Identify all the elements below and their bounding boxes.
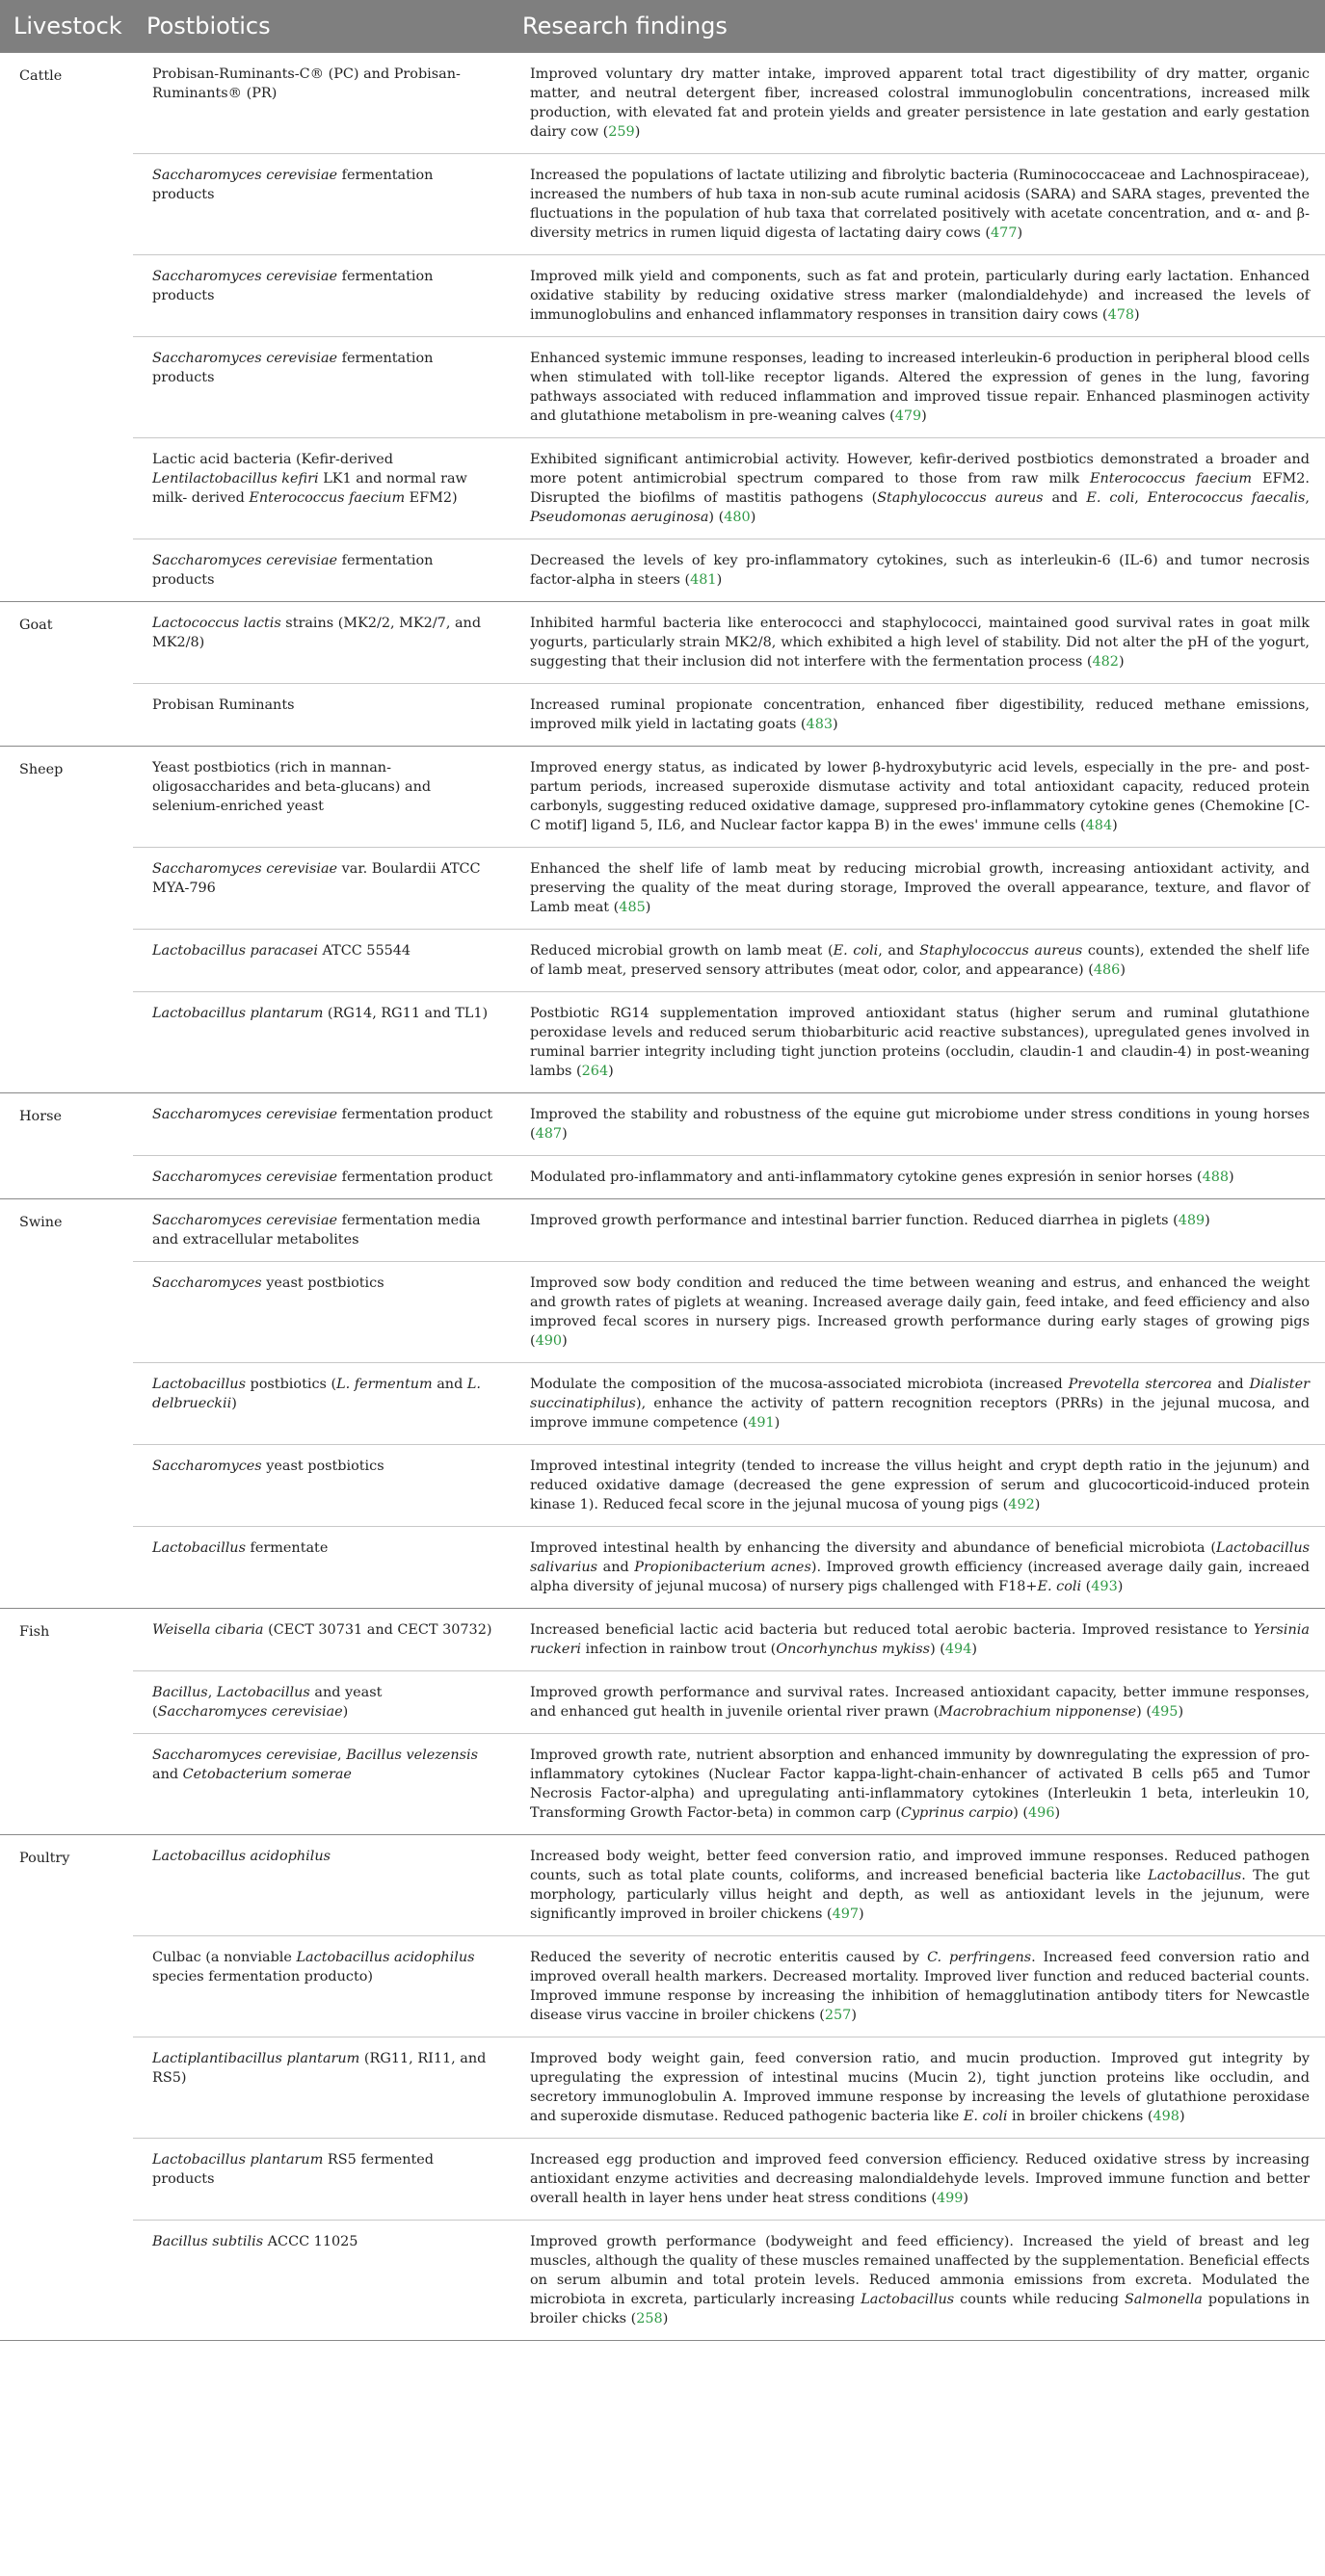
finding-text: Modulated pro-inflammatory and anti-inflammatory cytokine genes expresión in senior horses bbox=[530, 1170, 1193, 1185]
finding-cell: Decreased the levels of key pro-inflammatory cytokines, such as interleukin-6 (IL-6) and tumor necrosis factor-alpha in steers (481) bbox=[509, 539, 1325, 602]
citation-link[interactable]: 479 bbox=[894, 408, 922, 424]
table-row bbox=[0, 1445, 1325, 1527]
finding-text: Improved intestinal health by enhancing the diversity and abundance of beneficial microbiota (Lactobacillus salivarius and Propionibacterium acnes). Improved growth efficiency (increased average daily gain, increaed alpha diversity of jejunal mucosa) of nursery pigs challenged with F18+E. coli bbox=[530, 1540, 1310, 1594]
finding-text: Improved intestinal integrity (tended to increase the villus height and crypt depth ratio in the jejunum) and reduced oxidative damage (decreased the gene expression of serum and glucocorticoid-induced protein kinase 1). Reduced fecal score in the jejunal mucosa of young pigs bbox=[530, 1459, 1310, 1512]
postbiotic-cell bbox=[133, 1609, 509, 1671]
citation-link[interactable]: 499 bbox=[936, 2191, 964, 2206]
finding-cell: Modulated pro-inflammatory and anti-inflammatory cytokine genes expresión in senior horses (488) bbox=[509, 1156, 1325, 1199]
table-row bbox=[0, 1835, 1325, 1936]
table-row bbox=[0, 2037, 1325, 2139]
finding-text: Enhanced systemic immune responses, leading to increased interleukin-6 production in peripheral blood cells when stimulated with toll-like receptor ligands. Altered the expression of genes in the lung, favoring pathways associated with reduced inflammation and improved tissue repair. Enhanced plasminogen activity and glutathione metabolism in pre-weaning calves bbox=[530, 351, 1310, 424]
postbiotic-text: Lactobacillus fermentate bbox=[152, 1540, 329, 1556]
table-row bbox=[0, 1609, 1325, 1671]
finding-cell: Enhanced the shelf life of lamb meat by reducing microbial growth, increasing antioxidant activity, and preserving the quality of the meat during storage, Improved the overall appearance, texture, and flavor of Lamb meat (485) bbox=[509, 848, 1325, 930]
postbiotic-cell bbox=[133, 1445, 509, 1527]
citation-link[interactable]: 487 bbox=[535, 1126, 563, 1142]
postbiotic-text: Saccharomyces cerevisiae var. Boulardii ATCC MYA-796 bbox=[152, 861, 481, 896]
postbiotic-text: Lactobacillus acidophilus bbox=[152, 1849, 331, 1864]
finding-cell: Increased egg production and improved feed conversion efficiency. Reduced oxidative stress by increasing antioxidant enzyme activities and decreasing malondialdehyde levels. Improved immune function and better overall health in layer hens under heat stress conditions (499) bbox=[509, 2139, 1325, 2221]
finding-text: Improved energy status, as indicated by lower β-hydroxybutyric acid levels, especially in the pre- and post-partum periods, increased superoxide dismutase activity and total antioxidant capacity, reduced protein carbonyls, suggesting reduced oxidative damage, suppresed pro-inflammatory cytokine genes (Chemokine [C-C motif] ligand 5, IL6, and Nuclear factor kappa B) in the ewes' immune cells bbox=[530, 760, 1310, 833]
finding-cell: Reduced the severity of necrotic enteritis caused by C. perfringens. Increased feed conversion ratio and improved overall health markers. Decreased mortality. Improved liver function and reduced bacterial counts. Improved immune response by increasing the inhibition of hemagglutination antibody titers for Newcastle disease virus vaccine in broiler chickens (257) bbox=[509, 1936, 1325, 2037]
livestock-cell bbox=[0, 1445, 133, 1527]
postbiotic-text: Lactobacillus postbiotics (L. fermentum and L. delbrueckii) bbox=[152, 1377, 482, 1411]
postbiotic-cell bbox=[133, 747, 509, 848]
finding-text: Increased ruminal propionate concentration, enhanced fiber digestibility, reduced methane emissions, improved milk yield in lactating goats bbox=[530, 697, 1310, 732]
table-row bbox=[0, 53, 1325, 154]
finding-text: Increased egg production and improved feed conversion efficiency. Reduced oxidative stress by increasing antioxidant enzyme activities and decreasing malondialdehyde levels. Improved immune function and better overall health in layer hens under heat stress conditions bbox=[530, 2152, 1310, 2206]
finding-text: Increased body weight, better feed conversion ratio, and improved immune responses. Reduced pathogen counts, such as total plate counts, coliforms, and increased beneficial bacteria like Lactobacillus. The gut morphology, particularly villus height and depth, as well as antioxidant levels in the jejunum, were significantly improved in broiler chickens bbox=[530, 1849, 1310, 1922]
finding-cell: Improved milk yield and components, such as fat and protein, particularly during early lactation. Enhanced oxidative stability by reducing oxidative stress marker (malondialdehyde) and increased the levels of immunoglobulins and enhanced inflammatory responses in transition dairy cows (478) bbox=[509, 255, 1325, 337]
citation-link[interactable]: 493 bbox=[1091, 1579, 1118, 1594]
postbiotic-text: Bacillus, Lactobacillus and yeast (Saccharomyces cerevisiae) bbox=[152, 1685, 383, 1720]
postbiotic-cell bbox=[133, 1156, 509, 1199]
finding-cell: Improved the stability and robustness of the equine gut microbiome under stress conditions in young horses (487) bbox=[509, 1093, 1325, 1156]
postbiotic-cell bbox=[133, 930, 509, 992]
postbiotic-text: Saccharomyces yeast postbiotics bbox=[152, 1275, 384, 1291]
livestock-cell: Horse bbox=[0, 1093, 133, 1156]
citation-link[interactable]: 480 bbox=[724, 510, 751, 525]
finding-cell: Improved sow body condition and reduced the time between weaning and estrus, and enhanced the weight and growth rates of piglets at weaning. Increased average daily gain, feed intake, and feed efficiency and also improved fecal scores in nursery pigs. Increased growth performance during early stages of growing pigs (490) bbox=[509, 1262, 1325, 1363]
postbiotic-text: Yeast postbiotics (rich in mannan-oligosaccharides and beta-glucans) and selenium-enriched yeast bbox=[152, 760, 432, 814]
postbiotic-cell bbox=[133, 684, 509, 747]
livestock-cell bbox=[0, 438, 133, 539]
postbiotic-cell bbox=[133, 1527, 509, 1609]
postbiotic-text: Saccharomyces cerevisiae fermentation products bbox=[152, 269, 434, 303]
table-row bbox=[0, 1936, 1325, 2037]
header-research-findings: Research findings bbox=[509, 0, 1325, 53]
postbiotic-cell bbox=[133, 438, 509, 539]
livestock-cell: Poultry bbox=[0, 1835, 133, 1936]
livestock-cell bbox=[0, 1936, 133, 2037]
finding-text: Improved growth performance (bodyweight and feed efficiency). Increased the yield of breast and leg muscles, although the quality of these muscles remained unaffected by the supplementation. Beneficial effects on serum albumin and total protein levels. Reduced ammonia emissions from excreta. Modulated the microbiota in excreta, particularly increasing Lactobacillus counts while reducing Salmonella populations in broiler chicks bbox=[530, 2234, 1311, 2326]
postbiotic-cell bbox=[133, 337, 509, 438]
postbiotic-cell bbox=[133, 1734, 509, 1835]
finding-cell: Postbiotic RG14 supplementation improved antioxidant status (higher serum and ruminal glutathione peroxidase levels and reduced serum thiobarbituric acid reactive substances), upregulated genes involved in ruminal barrier integrity including tight junction proteins (occludin, claudin-1 and claudin-4) in post-weaning lambs (264) bbox=[509, 992, 1325, 1093]
citation-link[interactable]: 482 bbox=[1092, 654, 1119, 670]
table-row bbox=[0, 1156, 1325, 1199]
finding-text: Improved growth rate, nutrient absorption and enhanced immunity by downregulating the expression of pro-inflammatory cytokines (Nuclear Factor kappa-light-chain-enhancer of activated B cells p65 and Tumor Necrosis Factor-alpha) and upregulating anti-inflammatory cytokines (Interleukin 1 beta, interleukin 10, Transforming Growth Factor-beta) in common carp (Cyprinus carpio) bbox=[530, 1748, 1310, 1821]
citation-link[interactable]: 486 bbox=[1093, 962, 1121, 978]
finding-cell: Reduced microbial growth on lamb meat (E. coli, and Staphylococcus aureus counts), extended the shelf life of lamb meat, preserved sensory attributes (meat odor, color, and appearance) (486) bbox=[509, 930, 1325, 992]
finding-cell: Inhibited harmful bacteria like enterococci and staphylococci, maintained good survival rates in goat milk yogurts, particularly strain MK2/8, which exhibited a high level of stability. Did not alter the pH of the yogurt, suggesting that their inclusion did not interfere with the fermentation process (482) bbox=[509, 602, 1325, 684]
postbiotic-cell bbox=[133, 602, 509, 684]
livestock-cell: Cattle bbox=[0, 53, 133, 154]
finding-text: Improved body weight gain, feed conversion ratio, and mucin production. Improved gut integrity by upregulating the expression of intestinal mucins (Mucin 2), tight junction proteins like occludin, and secretory immunoglobulin A. Improved immune response by increasing the levels of glutathione peroxidase and superoxide dismutase. Reduced pathogenic bacteria like E. coli in broiler chickens bbox=[530, 2051, 1310, 2124]
finding-text: Improved the stability and robustness of the equine gut microbiome under stress conditions in young horses bbox=[530, 1107, 1310, 1122]
finding-text: Reduced microbial growth on lamb meat (E. coli, and Staphylococcus aureus counts), extended the shelf life of lamb meat, preserved sensory attributes (meat odor, color, and appearance) bbox=[530, 943, 1310, 978]
table-row bbox=[0, 154, 1325, 255]
finding-cell: Improved intestinal health by enhancing the diversity and abundance of beneficial microbiota (Lactobacillus salivarius and Propionibacterium acnes). Improved growth efficiency (increased average daily gain, increaed alpha diversity of jejunal mucosa) of nursery pigs challenged with F18+E. coli (493) bbox=[509, 1527, 1325, 1609]
postbiotic-text: Lactobacillus plantarum (RG14, RG11 and TL1) bbox=[152, 1006, 489, 1021]
livestock-cell bbox=[0, 1527, 133, 1609]
citation-link[interactable]: 495 bbox=[1151, 1704, 1179, 1720]
finding-text: Improved voluntary dry matter intake, improved apparent total tract digestibility of dry matter, organic matter, and neutral detergent fiber, increased colostral immunoglobulin concentrations, increased milk production, with elevated fat and protein yields and greater persistence in late gestation and early gestation dairy cow bbox=[530, 66, 1310, 140]
finding-cell: Enhanced systemic immune responses, leading to increased interleukin-6 production in peripheral blood cells when stimulated with toll-like receptor ligands. Altered the expression of genes in the lung, favoring pathways associated with reduced inflammation and improved tissue repair. Enhanced plasminogen activity and glutathione metabolism in pre-weaning calves (479) bbox=[509, 337, 1325, 438]
citation-link[interactable]: 484 bbox=[1085, 818, 1113, 833]
livestock-cell bbox=[0, 1734, 133, 1835]
finding-cell: Increased beneficial lactic acid bacteria but reduced total aerobic bacteria. Improved resistance to Yersinia ruckeri infection in rainbow trout (Oncorhynchus mykiss) (494) bbox=[509, 1609, 1325, 1671]
table-row bbox=[0, 1363, 1325, 1445]
postbiotic-cell bbox=[133, 848, 509, 930]
citation-link[interactable]: 497 bbox=[832, 1906, 860, 1922]
table-row bbox=[0, 2139, 1325, 2221]
table-row bbox=[0, 2221, 1325, 2341]
postbiotic-text: Probisan Ruminants bbox=[152, 697, 295, 713]
finding-text: Enhanced the shelf life of lamb meat by reducing microbial growth, increasing antioxidant activity, and preserving the quality of the meat during storage, Improved the overall appearance, texture, and flavor of Lamb meat bbox=[530, 861, 1310, 915]
finding-text: Improved milk yield and components, such as fat and protein, particularly during early lactation. Enhanced oxidative stability by reducing oxidative stress marker (malondialdehyde) and increased the levels of immunoglobulins and enhanced inflammatory responses in transition dairy cows bbox=[530, 269, 1310, 323]
finding-cell: Modulate the composition of the mucosa-associated microbiota (increased Prevotella stercorea and Dialister succinatiphilus), enhance the activity of pattern recognition receptors (PRRs) in the jejunal mucosa, and improve immune competence (491) bbox=[509, 1363, 1325, 1445]
livestock-cell bbox=[0, 539, 133, 602]
finding-cell: Increased the populations of lactate utilizing and fibrolytic bacteria (Ruminococcaceae and Lachnospiraceae), increased the numbers of hub taxa in non-sub acute ruminal acidosis (SARA) and SARA stages, prevented the fluctuations in the population of hub taxa that correlated positively with acetate concentration, and α- and β-diversity metrics in rumen liquid digesta of lactating dairy cows (477) bbox=[509, 154, 1325, 255]
postbiotic-text: Lactiplantibacillus plantarum (RG11, RI11, and RS5) bbox=[152, 2051, 487, 2086]
table-row bbox=[0, 747, 1325, 848]
finding-text: Exhibited significant antimicrobial activity. However, kefir-derived postbiotics demonstrated a broader and more potent antimicrobial spectrum compared to those from raw milk Enterococcus faecium EFM2. Disrupted the biofilms of mastitis pathogens (Staphylococcus aureus and E. coli, Enterococcus faecalis, Pseudomonas aeruginosa) bbox=[530, 452, 1311, 525]
finding-cell: Improved energy status, as indicated by lower β-hydroxybutyric acid levels, especially in the pre- and post-partum periods, increased superoxide dismutase activity and total antioxidant capacity, reduced protein carbonyls, suggesting reduced oxidative damage, suppresed pro-inflammatory cytokine genes (Chemokine [C-C motif] ligand 5, IL6, and Nuclear factor kappa B) in the ewes' immune cells (484) bbox=[509, 747, 1325, 848]
postbiotic-text: Saccharomyces cerevisiae fermentation product bbox=[152, 1107, 493, 1122]
postbiotic-cell bbox=[133, 1262, 509, 1363]
postbiotic-text: Weisella cibaria (CECT 30731 and CECT 30732) bbox=[152, 1622, 492, 1638]
livestock-cell: Fish bbox=[0, 1609, 133, 1671]
postbiotic-text: Lactobacillus plantarum RS5 fermented products bbox=[152, 2152, 435, 2187]
postbiotic-cell bbox=[133, 992, 509, 1093]
postbiotic-cell bbox=[133, 1936, 509, 2037]
finding-cell: Increased body weight, better feed conversion ratio, and improved immune responses. Reduced pathogen counts, such as total plate counts, coliforms, and increased beneficial bacteria like Lactobacillus. The gut morphology, particularly villus height and depth, as well as antioxidant levels in the jejunum, were significantly improved in broiler chickens (497) bbox=[509, 1835, 1325, 1936]
table-body bbox=[0, 53, 1325, 2341]
postbiotic-text: Lactic acid bacteria (Kefir-derived Lentilactobacillus kefiri LK1 and normal raw milk- derived Enterococcus faecium EFM2) bbox=[152, 452, 467, 506]
livestock-cell bbox=[0, 255, 133, 337]
postbiotic-text: Bacillus subtilis ACCC 11025 bbox=[152, 2234, 358, 2249]
header-postbiotics: Postbiotics bbox=[133, 0, 509, 53]
table-row bbox=[0, 438, 1325, 539]
citation-link[interactable]: 477 bbox=[991, 225, 1018, 241]
finding-text: Increased the populations of lactate utilizing and fibrolytic bacteria (Ruminococcaceae and Lachnospiraceae), increased the numbers of hub taxa in non-sub acute ruminal acidosis (SARA) and SARA stages, prevented the fluctuations in the population of hub taxa that correlated positively with acetate concentration, and α- and β-diversity metrics in rumen liquid digesta of lactating dairy cows bbox=[530, 168, 1310, 241]
finding-cell: Improved growth rate, nutrient absorption and enhanced immunity by downregulating the expression of pro-inflammatory cytokines (Nuclear Factor kappa-light-chain-enhancer of activated B cells p65 and Tumor Necrosis Factor-alpha) and upregulating anti-inflammatory cytokines (Interleukin 1 beta, interleukin 10, Transforming Growth Factor-beta) in common carp (Cyprinus carpio) (496) bbox=[509, 1734, 1325, 1835]
postbiotic-cell bbox=[133, 2139, 509, 2221]
finding-cell: Improved voluntary dry matter intake, improved apparent total tract digestibility of dry matter, organic matter, and neutral detergent fiber, increased colostral immunoglobulin concentrations, increased milk production, with elevated fat and protein yields and greater persistence in late gestation and early gestation dairy cow (259) bbox=[509, 53, 1325, 154]
livestock-cell bbox=[0, 2221, 133, 2341]
finding-text: Increased beneficial lactic acid bacteria but reduced total aerobic bacteria. Improved resistance to Yersinia ruckeri infection in rainbow trout (Oncorhynchus mykiss) bbox=[530, 1622, 1310, 1657]
table-row bbox=[0, 255, 1325, 337]
table-row bbox=[0, 992, 1325, 1093]
postbiotic-cell bbox=[133, 53, 509, 154]
table-row bbox=[0, 1262, 1325, 1363]
finding-text: Inhibited harmful bacteria like enterococci and staphylococci, maintained good survival rates in goat milk yogurts, particularly strain MK2/8, which exhibited a high level of stability. Did not alter the pH of the yogurt, suggesting that their inclusion did not interfere with the fermentation process bbox=[530, 616, 1310, 670]
finding-cell: Increased ruminal propionate concentration, enhanced fiber digestibility, reduced methane emissions, improved milk yield in lactating goats (483) bbox=[509, 684, 1325, 747]
postbiotic-text: Saccharomyces cerevisiae fermentation products bbox=[152, 351, 434, 385]
postbiotic-cell bbox=[133, 539, 509, 602]
livestock-cell bbox=[0, 992, 133, 1093]
table-header-row bbox=[0, 0, 1325, 53]
postbiotic-text: Saccharomyces cerevisiae fermentation media and extracellular metabolites bbox=[152, 1213, 481, 1248]
finding-text: Improved growth performance and intestinal barrier function. Reduced diarrhea in piglets bbox=[530, 1213, 1169, 1228]
postbiotic-text: Saccharomyces cerevisiae fermentation products bbox=[152, 168, 434, 202]
citation-link[interactable]: 494 bbox=[944, 1642, 972, 1657]
finding-text: Reduced the severity of necrotic enteritis caused by C. perfringens. Increased feed conversion ratio and improved overall health markers. Decreased mortality. Improved liver function and reduced bacterial counts. Improved immune response by increasing the inhibition of hemagglutination antibody titers for Newcastle disease virus vaccine in broiler chickens bbox=[530, 1950, 1310, 2023]
postbiotic-cell bbox=[133, 2221, 509, 2341]
postbiotic-text: Lactobacillus paracasei ATCC 55544 bbox=[152, 943, 411, 959]
livestock-cell bbox=[0, 1262, 133, 1363]
citation-link[interactable]: 264 bbox=[581, 1064, 609, 1079]
citation-link[interactable]: 489 bbox=[1178, 1213, 1206, 1228]
citation-link[interactable]: 490 bbox=[535, 1333, 563, 1349]
postbiotic-cell bbox=[133, 2037, 509, 2139]
table-row bbox=[0, 1671, 1325, 1734]
citation-link[interactable]: 258 bbox=[636, 2311, 663, 2326]
finding-cell: Improved growth performance and survival rates. Increased antioxidant capacity, better immune responses, and enhanced gut health in juvenile oriental river prawn (Macrobrachium nipponense) (495) bbox=[509, 1671, 1325, 1734]
citation-link[interactable]: 485 bbox=[619, 900, 646, 915]
livestock-cell: Sheep bbox=[0, 747, 133, 848]
citation-link[interactable]: 481 bbox=[690, 572, 717, 588]
citation-link[interactable]: 498 bbox=[1153, 2109, 1179, 2124]
citation-link[interactable]: 259 bbox=[608, 124, 635, 140]
livestock-cell bbox=[0, 2139, 133, 2221]
finding-cell: Improved growth performance (bodyweight and feed efficiency). Increased the yield of breast and leg muscles, although the quality of these muscles remained unaffected by the supplementation. Beneficial effects on serum albumin and total protein levels. Reduced ammonia emissions from excreta. Modulated the microbiota in excreta, particularly increasing Lactobacillus counts while reducing Salmonella populations in broiler chicks (258) bbox=[509, 2221, 1325, 2341]
postbiotic-text: Culbac (a nonviable Lactobacillus acidophilus species fermentation producto) bbox=[152, 1950, 475, 1985]
citation-link[interactable]: 257 bbox=[824, 2008, 852, 2023]
livestock-cell bbox=[0, 1363, 133, 1445]
postbiotic-text: Saccharomyces cerevisiae fermentation product bbox=[152, 1170, 493, 1185]
postbiotic-cell bbox=[133, 154, 509, 255]
postbiotic-cell bbox=[133, 1835, 509, 1936]
livestock-cell bbox=[0, 154, 133, 255]
livestock-cell: Swine bbox=[0, 1199, 133, 1262]
finding-text: Postbiotic RG14 supplementation improved antioxidant status (higher serum and ruminal glutathione peroxidase levels and reduced serum thiobarbituric acid reactive substances), upregulated genes involved in ruminal barrier integrity including tight junction proteins (occludin, claudin-1 and claudin-4) in post-weaning lambs bbox=[530, 1006, 1310, 1079]
table-row bbox=[0, 337, 1325, 438]
table-row bbox=[0, 684, 1325, 747]
livestock-cell bbox=[0, 684, 133, 747]
finding-cell: Improved body weight gain, feed conversion ratio, and mucin production. Improved gut integrity by upregulating the expression of intestinal mucins (Mucin 2), tight junction proteins like occludin, and secretory immunoglobulin A. Improved immune response by increasing the levels of glutathione peroxidase and superoxide dismutase. Reduced pathogenic bacteria like E. coli in broiler chickens (498) bbox=[509, 2037, 1325, 2139]
finding-text: Improved sow body condition and reduced the time between weaning and estrus, and enhanced the weight and growth rates of piglets at weaning. Increased average daily gain, feed intake, and feed efficiency and also improved fecal scores in nursery pigs. Increased growth performance during early stages of growing pigs bbox=[530, 1275, 1310, 1329]
citation-link[interactable]: 491 bbox=[748, 1415, 775, 1431]
finding-text: Decreased the levels of key pro-inflammatory cytokines, such as interleukin-6 (IL-6) and tumor necrosis factor-alpha in steers bbox=[530, 553, 1310, 588]
table-row bbox=[0, 1734, 1325, 1835]
livestock-cell bbox=[0, 1156, 133, 1199]
livestock-cell bbox=[0, 1671, 133, 1734]
livestock-cell bbox=[0, 848, 133, 930]
table-row bbox=[0, 602, 1325, 684]
livestock-cell: Goat bbox=[0, 602, 133, 684]
table-row bbox=[0, 539, 1325, 602]
postbiotic-text: Saccharomyces cerevisiae fermentation products bbox=[152, 553, 434, 588]
table-row bbox=[0, 930, 1325, 992]
citation-link[interactable]: 492 bbox=[1008, 1497, 1035, 1512]
postbiotic-text: Probisan-Ruminants-C® (PC) and Probisan-Ruminants® (PR) bbox=[152, 66, 461, 101]
livestock-cell bbox=[0, 930, 133, 992]
finding-text: Improved growth performance and survival rates. Increased antioxidant capacity, better immune responses, and enhanced gut health in juvenile oriental river prawn (Macrobrachium nipponense) bbox=[530, 1685, 1310, 1720]
postbiotic-cell bbox=[133, 1671, 509, 1734]
citation-link[interactable]: 478 bbox=[1107, 307, 1135, 323]
postbiotic-cell bbox=[133, 255, 509, 337]
livestock-cell bbox=[0, 337, 133, 438]
citation-link[interactable]: 496 bbox=[1028, 1805, 1055, 1821]
finding-cell: Improved growth performance and intestinal barrier function. Reduced diarrhea in piglets (489) bbox=[509, 1199, 1325, 1262]
postbiotic-text: Saccharomyces cerevisiae, Bacillus velezensis and Cetobacterium somerae bbox=[152, 1748, 478, 1782]
postbiotic-cell bbox=[133, 1093, 509, 1156]
livestock-cell bbox=[0, 2037, 133, 2139]
citation-link[interactable]: 483 bbox=[806, 717, 834, 732]
postbiotic-text: Saccharomyces yeast postbiotics bbox=[152, 1459, 384, 1474]
postbiotic-cell bbox=[133, 1199, 509, 1262]
postbiotic-cell bbox=[133, 1363, 509, 1445]
finding-text: Modulate the composition of the mucosa-associated microbiota (increased Prevotella stercorea and Dialister succinatiphilus), enhance the activity of pattern recognition receptors (PRRs) in the jejunal mucosa, and improve immune competence bbox=[530, 1377, 1310, 1431]
citation-link[interactable]: 488 bbox=[1202, 1170, 1230, 1185]
finding-cell: Improved intestinal integrity (tended to increase the villus height and crypt depth ratio in the jejunum) and reduced oxidative damage (decreased the gene expression of serum and glucocorticoid-induced protein kinase 1). Reduced fecal score in the jejunal mucosa of young pigs (492) bbox=[509, 1445, 1325, 1527]
postbiotic-text: Lactococcus lactis strains (MK2/2, MK2/7, and MK2/8) bbox=[152, 616, 482, 650]
table-row bbox=[0, 1527, 1325, 1609]
header-livestock: Livestock bbox=[0, 0, 133, 53]
table-row bbox=[0, 1199, 1325, 1262]
table-row bbox=[0, 1093, 1325, 1156]
finding-cell: Exhibited significant antimicrobial activity. However, kefir-derived postbiotics demonstrated a broader and more potent antimicrobial spectrum compared to those from raw milk Enterococcus faecium EFM2. Disrupted the biofilms of mastitis pathogens (Staphylococcus aureus and E. coli, Enterococcus faecalis, Pseudomonas aeruginosa) (480) bbox=[509, 438, 1325, 539]
table-row bbox=[0, 848, 1325, 930]
